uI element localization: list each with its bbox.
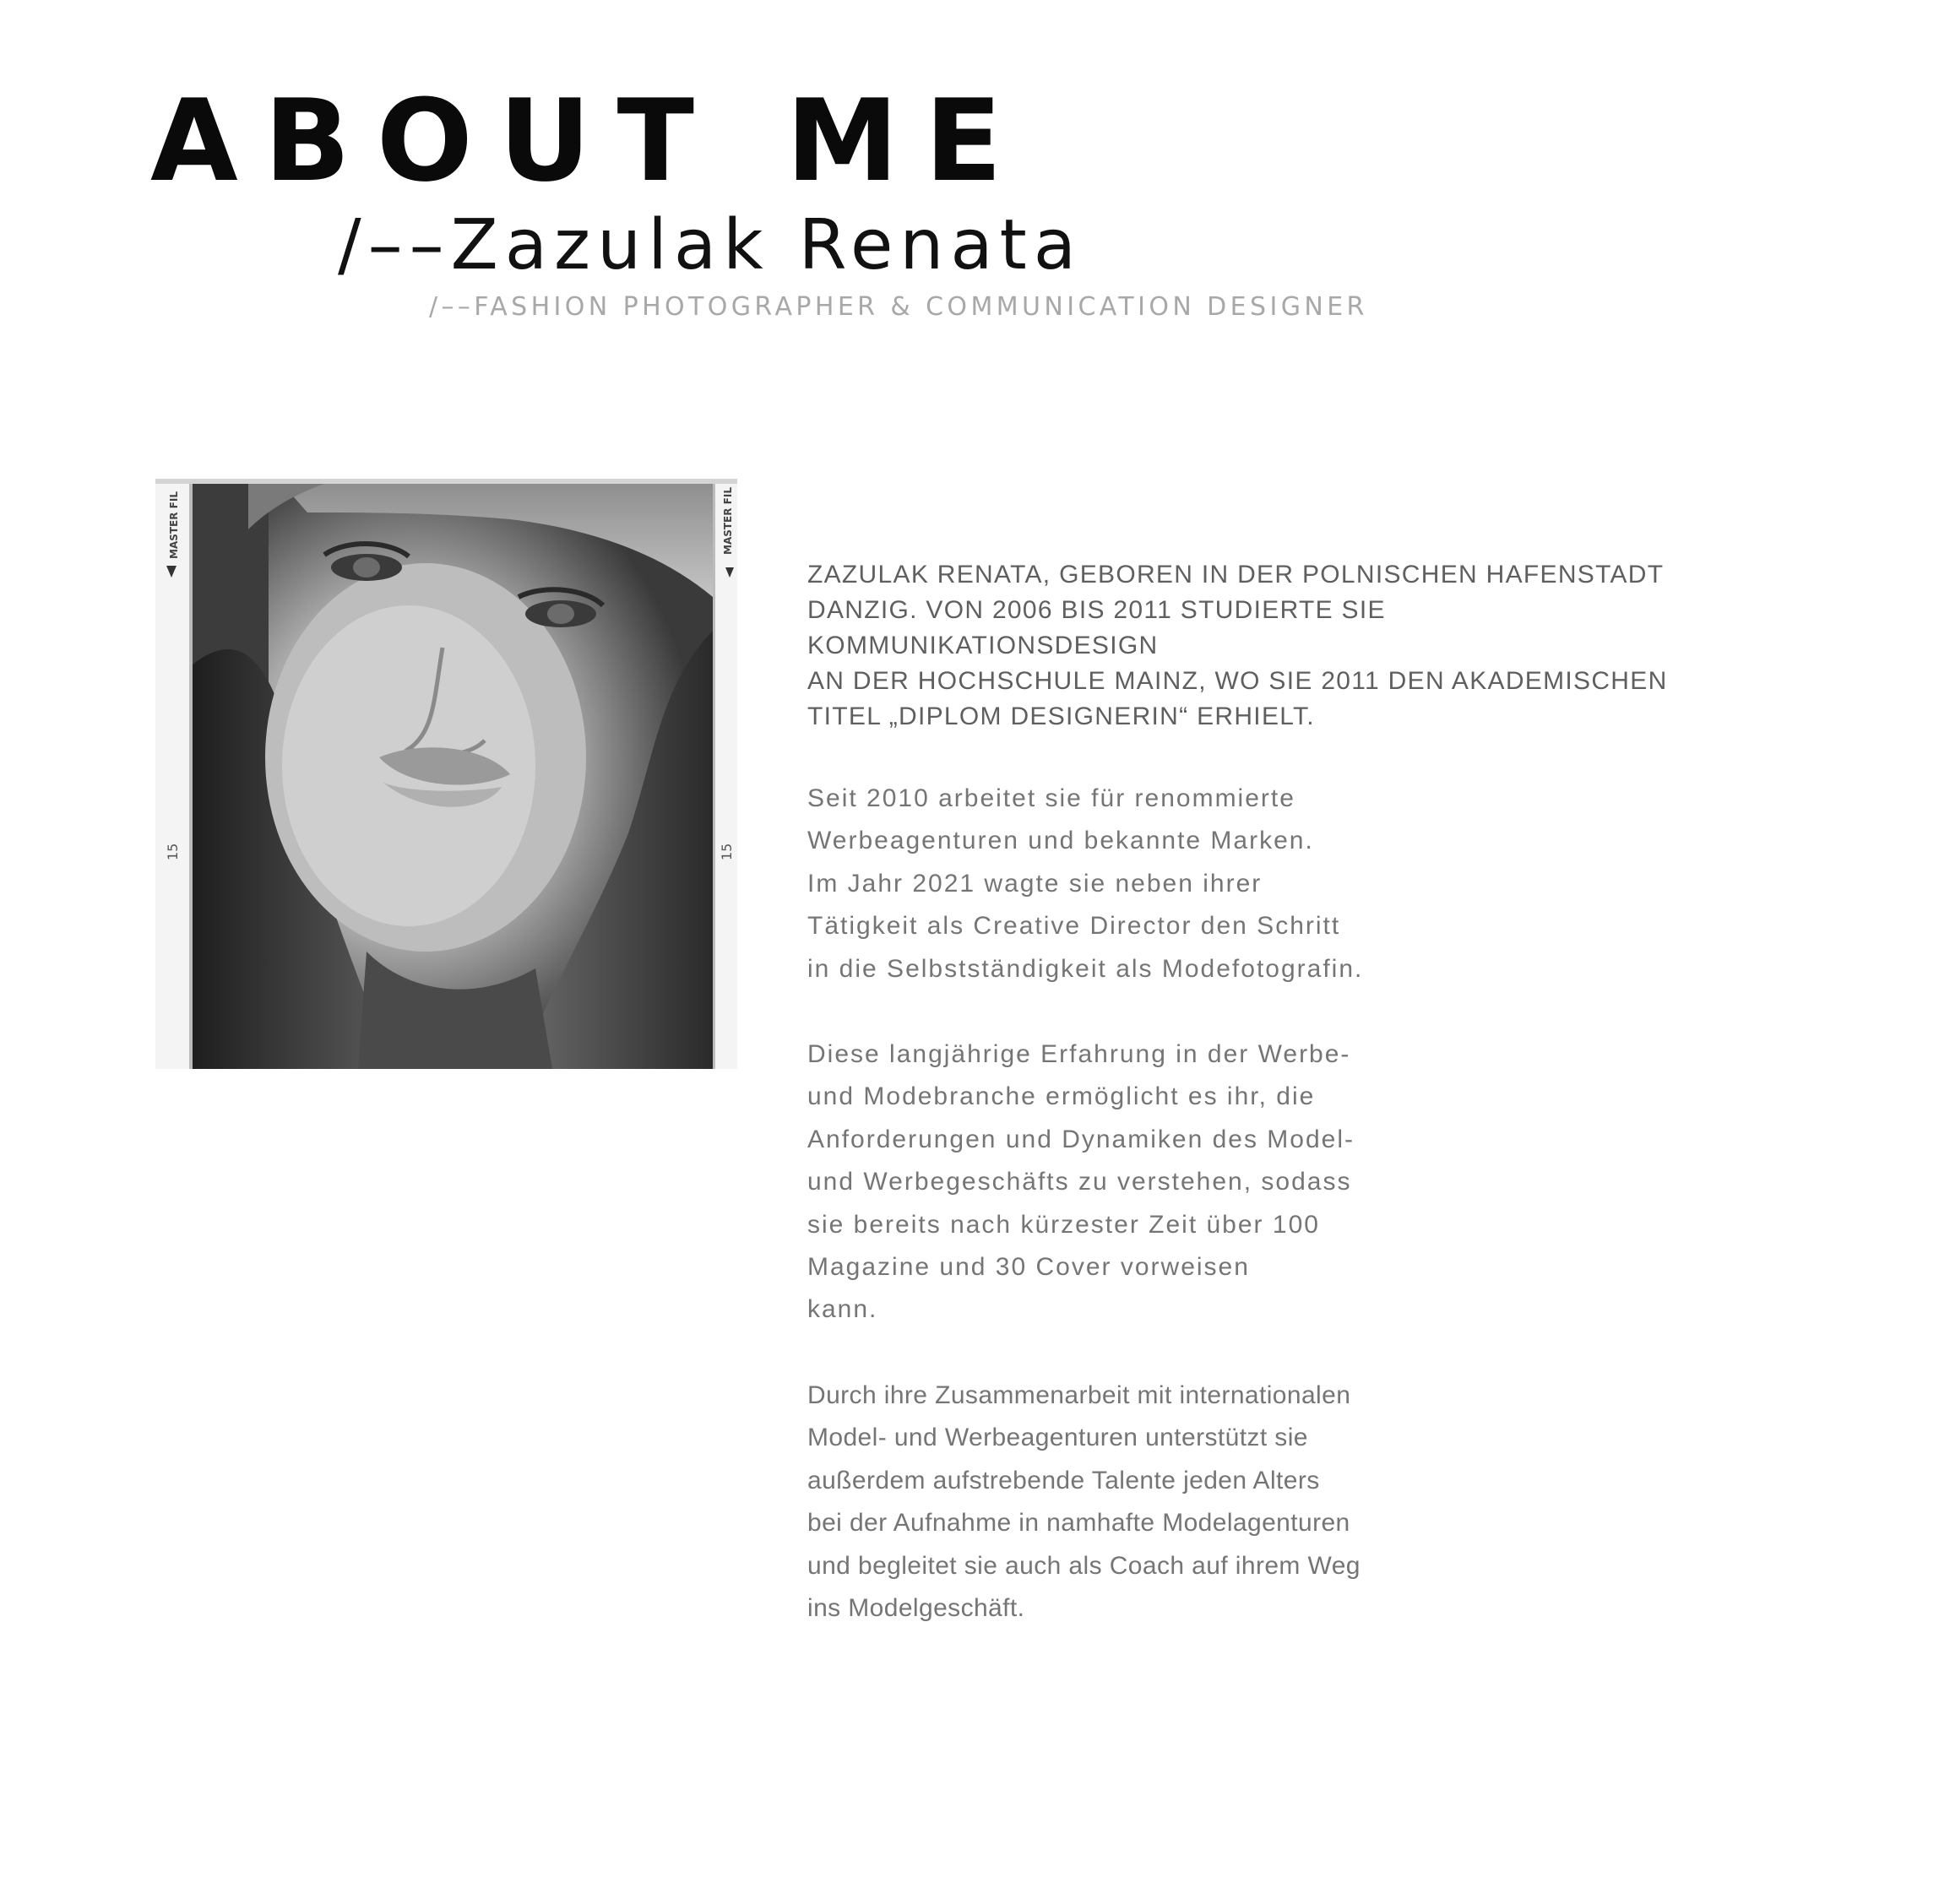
page-title: ABOUT ME — [150, 75, 1029, 207]
bio-paragraph-experience: Diese langjährige Erfahrung in der Werbe- und Modebranche ermöglicht es ihr, die Anforderungen und Dynamiken des Model- und Werbegeschäfts zu verstehen, sodass sie bereits nach kürzester Zeit über 100 Magazine und 30 Cover vorweisen kann. — [807, 1040, 1355, 1324]
film-label-left: MASTER FIL — [168, 491, 180, 559]
bio-intro: ZAZULAK RENATA, GEBOREN IN DER POLNISCHEN HAFENSTADT DANZIG. VON 2006 BIS 2011 STUDIERTE SIE KOMMUNIKATIONSDESIGN AN DER HOCHSCHULE MAINZ, WO SIE 2011 DEN AKADEMISCHEN TITEL „DIPLOM DESIGNERIN“ ERHIELT. — [807, 561, 1668, 730]
portrait-photo — [155, 479, 737, 1069]
film-label-right: MASTER FIL — [722, 487, 734, 555]
film-strip-portrait — [155, 479, 737, 1069]
frame-number-left: 15 — [165, 843, 181, 860]
frame-number-right: 15 — [719, 843, 735, 860]
bio-paragraph-coaching: Durch ihre Zusammenarbeit mit internationalen Model- und Werbeagenturen unterstützt sie außerdem aufstrebende Talente jeden Alters bei der Aufnahme in namhafte Modelagenturen und begleitet sie auch als Coach auf ihrem Weg ins Modelgeschäft. — [807, 1381, 1361, 1622]
bio-section — [807, 557, 1736, 1673]
author-role: /––FASHION PHOTOGRAPHER & COMMUNICATION DESIGNER — [429, 292, 1368, 322]
bio-paragraph-career: Seit 2010 arbeitet sie für renommierte Werbeagenturen und bekannte Marken. Im Jahr 2021 wagte sie neben ihrer Tätigkeit als Creative Director den Schritt in die Selbstständigkeit als Modefotografin. — [807, 784, 1364, 983]
author-name: /––Zazulak Renata — [338, 205, 1084, 285]
